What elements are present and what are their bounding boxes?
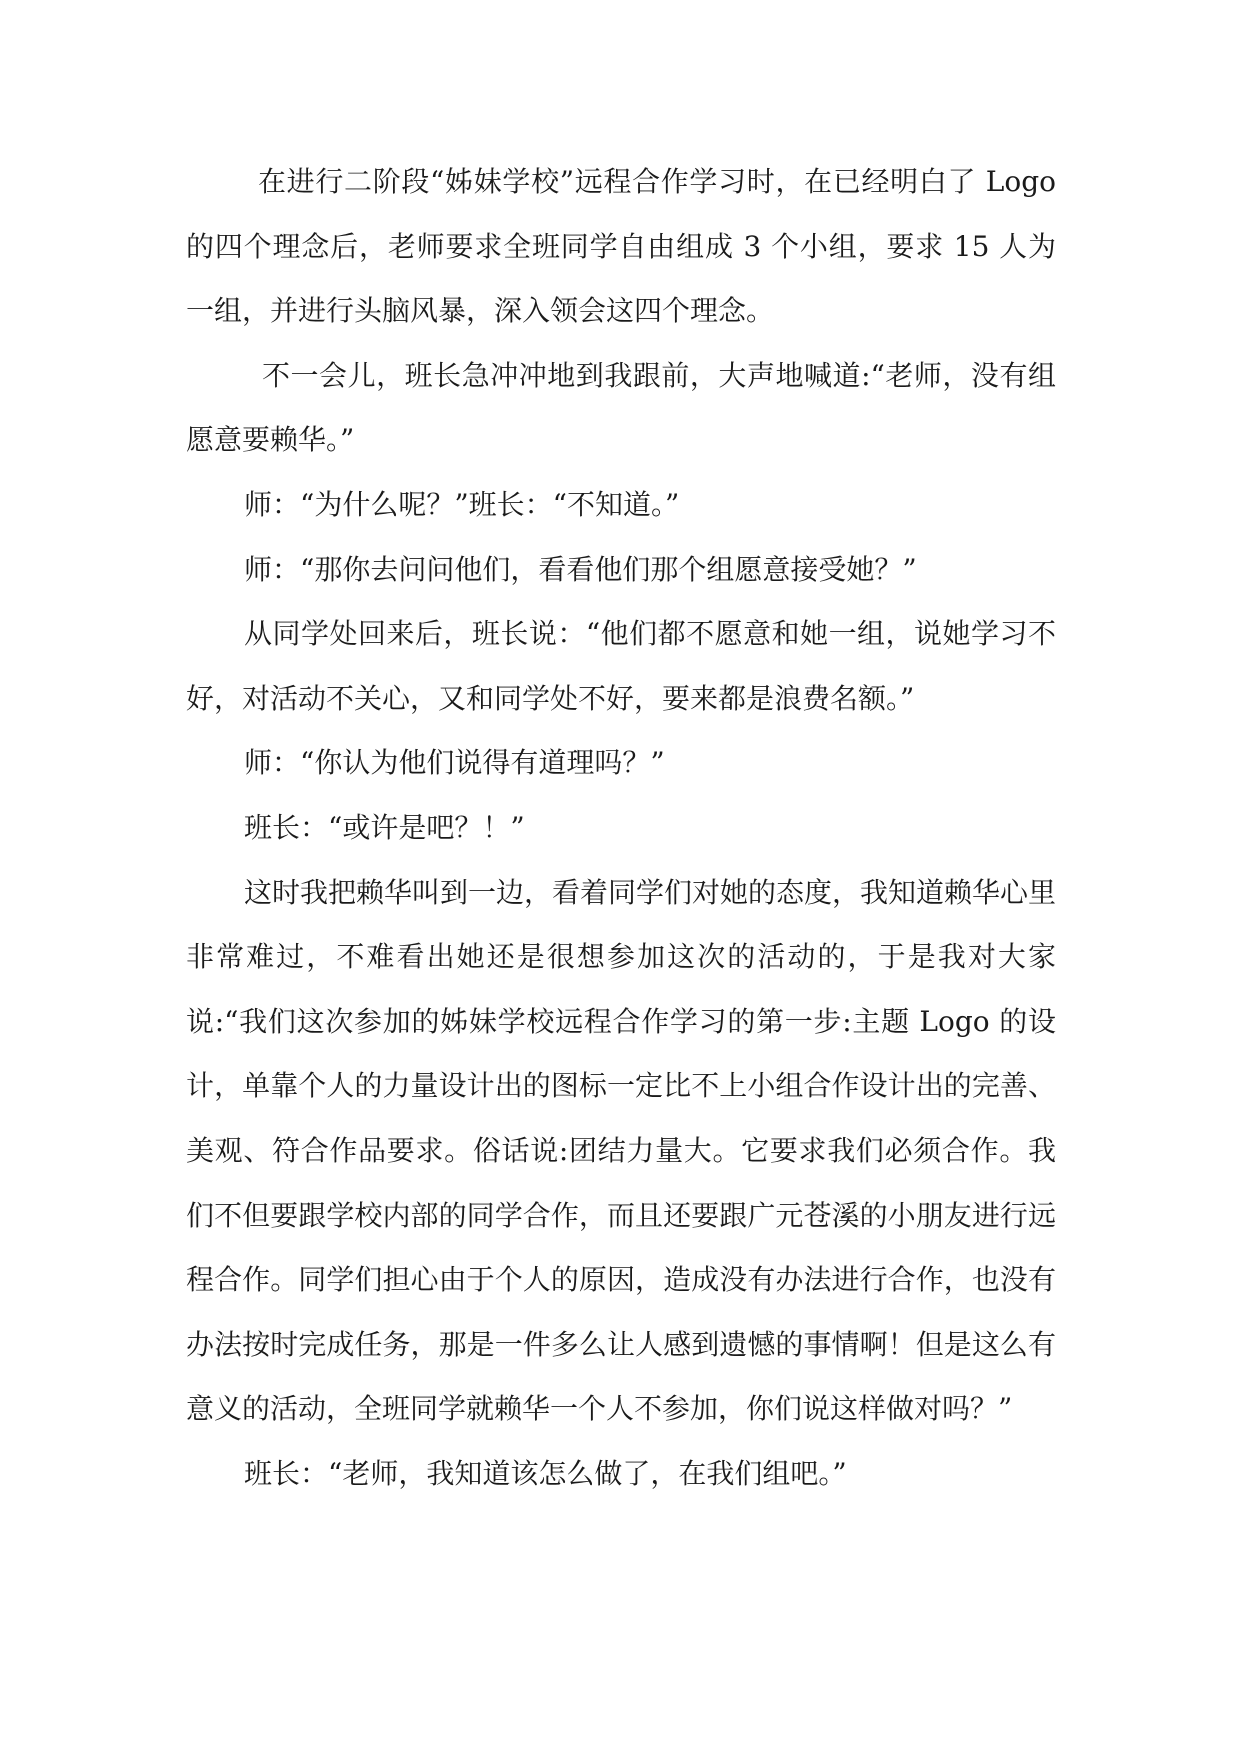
paragraph-5: 从同学处回来后，班长说：“他们都不愿意和她一组，说她学习不好，对活动不关心，又和同学处不好，要来都是浪费名额。” [186, 617, 1056, 715]
paragraph-8: 这时我把赖华叫到一边，看着同学们对她的态度，我知道赖华心里非常难过，不难看出她还是很想参加这次的活动的，于是我对大家说:“我们这次参加的姊妹学校远程合作学习的第一步:主题 Logo 的设计，单靠个人的力量设计出的图标一定比不上小组合作设计出的完善、美观、符合作品要求。俗话说:团结力量大。它要求我们必须合作。我们不但要跟学校内部的同学合作，而且还要跟广元苍溪的小朋友进行远程合作。同学们担心由于个人的原因，造成没有办法进行合作，也没有办法按时完成任务，那是一件多么让人感到遗憾的事情啊！但是这么有意义的活动，全班同学就赖华一个人不参加，你们说这样做对吗？” [186, 875, 1057, 1426]
paragraph-4: 师：“那你去问问他们，看看他们那个组愿意接受她？” [244, 552, 917, 586]
paragraph-6: 师：“你认为他们说得有道理吗？” [244, 746, 665, 780]
paragraph-1: 在进行二阶段“姊妹学校”远程合作学习时，在已经明白了 Logo 的四个理念后，老师要求全班同学自由组成 3 个小组，要求 15 人为一组，并进行头脑风暴，深入领会这四个理念。 [186, 165, 1056, 328]
paragraph-2: 不一会儿，班长急冲冲地到我跟前，大声地喊道:“老师，没有组愿意要赖华。” [186, 358, 1056, 457]
paragraph-7: 班长：“或许是吧？！” [244, 810, 525, 844]
document-page [186, 150, 1056, 1506]
paragraph-9: 班长：“老师，我知道该怎么做了，在我们组吧。” [244, 1456, 847, 1490]
paragraph-3: 师：“为什么呢？”班长：“不知道。” [244, 487, 680, 521]
